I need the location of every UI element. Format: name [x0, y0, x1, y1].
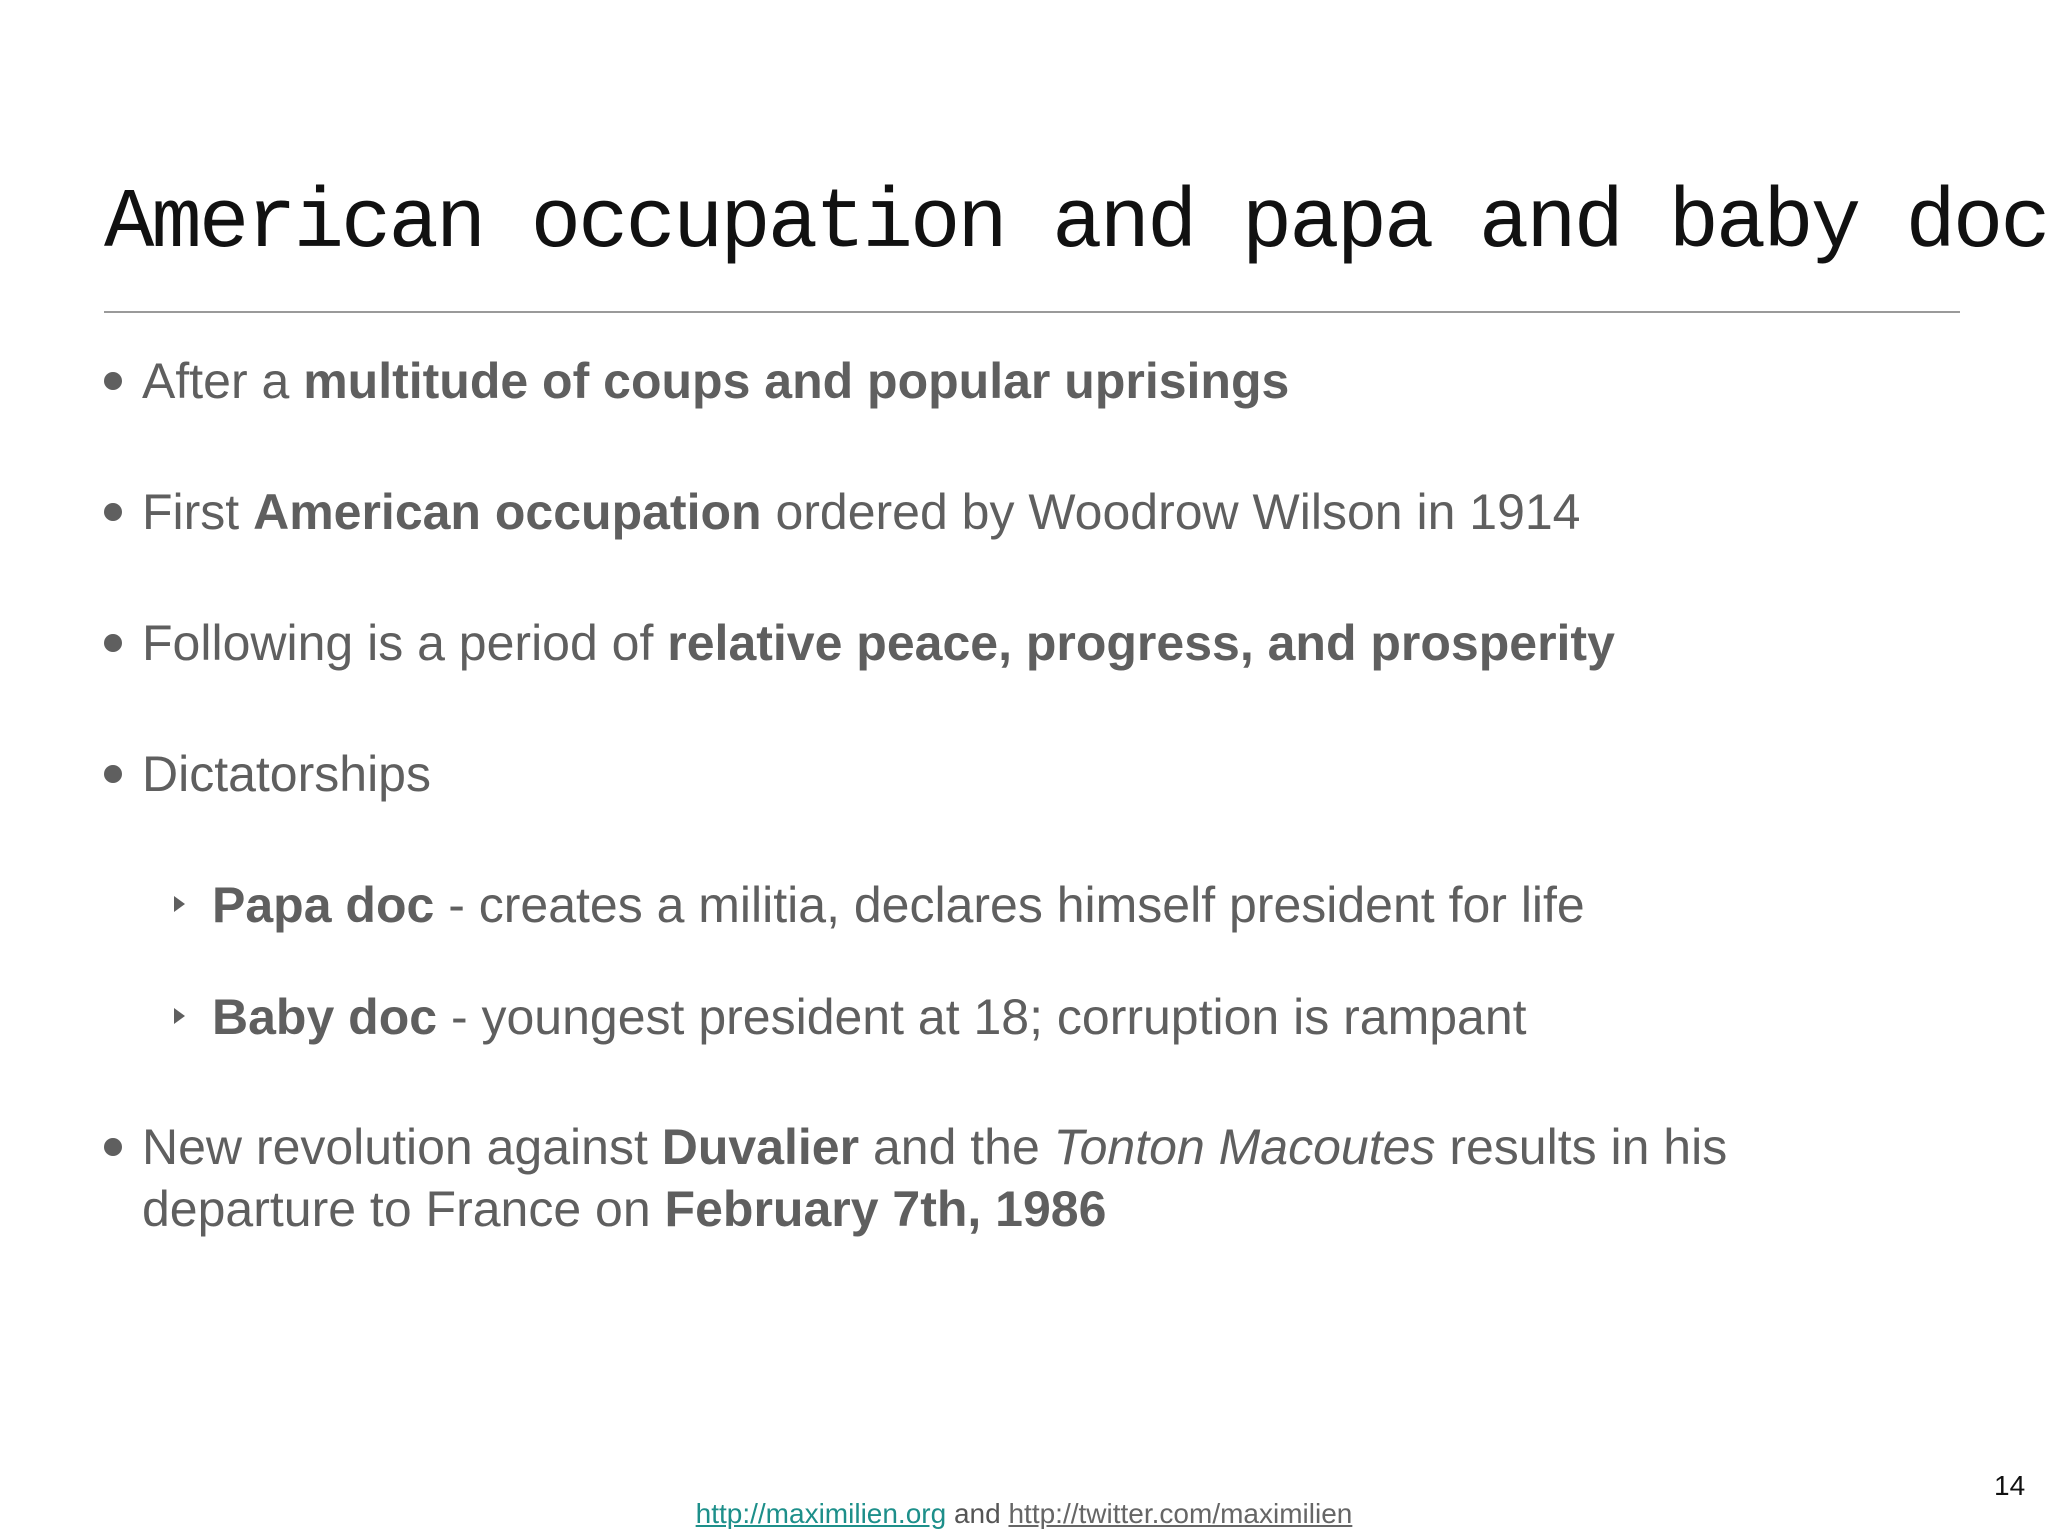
bullet-text [142, 350, 1922, 412]
bullet-dot-icon [104, 634, 122, 652]
footer-link-twitter[interactable]: http://twitter.com/maximilien [1008, 1498, 1353, 1529]
bullet-text-part: New revolution against [142, 1119, 662, 1175]
sub-bullet-text-part: - youngest president at 18; corruption is rampant [437, 989, 1527, 1045]
sub-bullet-text-bold: Baby doc [212, 989, 438, 1045]
sub-bullet-text [212, 986, 1912, 1048]
sub-bullet-text [212, 874, 1912, 936]
bullet-text-bold: American occupation [253, 484, 762, 540]
sub-bullet-text-bold: Papa doc [212, 877, 435, 933]
bullet-dot-icon [104, 372, 122, 390]
footer-link-website[interactable]: http://maximilien.org [695, 1498, 947, 1529]
bullet-item [104, 612, 1922, 674]
page-number: 14 [1994, 1470, 2026, 1501]
bullet-text-bold: February 7th, 1986 [664, 1181, 1107, 1237]
slide-title: American occupation and papa and baby doc [104, 177, 2048, 272]
sub-bullet-item [174, 874, 1912, 936]
bullet-dot-icon [104, 765, 122, 783]
triangle-bullet-icon [174, 896, 185, 912]
triangle-bullet-icon [174, 1008, 185, 1024]
bullet-text-bold: relative peace, progress, and prosperity [667, 615, 1615, 671]
bullet-text [142, 612, 1922, 674]
bullet-dot-icon [104, 503, 122, 521]
bullet-text-part: After a [142, 353, 304, 409]
bullet-text [142, 1116, 1922, 1240]
bullet-text-italic: Tonton Macoutes [1053, 1119, 1436, 1175]
bullet-text-part: ordered by Woodrow Wilson in 1914 [761, 484, 1581, 540]
title-divider [104, 311, 1960, 313]
bullet-text-part: Dictatorships [142, 746, 431, 802]
bullet-text-part: and the [859, 1119, 1054, 1175]
bullet-text-part: results in his departure to France on [142, 1119, 1728, 1237]
sub-bullet-text-part: - creates a militia, declares himself president for life [434, 877, 1585, 933]
footer-separator: and [946, 1498, 1009, 1529]
bullet-text-part: Following is a period of [142, 615, 668, 671]
bullet-text [142, 743, 1922, 805]
sub-bullet-item [174, 986, 1912, 1048]
bullet-text-part: First [142, 484, 254, 540]
footer [0, 1496, 2048, 1532]
bullet-text-bold: Duvalier [661, 1119, 860, 1175]
bullet-item [104, 350, 1922, 412]
bullet-item [104, 743, 1922, 805]
bullet-item [104, 481, 1922, 543]
bullet-dot-icon [104, 1138, 122, 1156]
bullet-item [104, 1116, 1922, 1240]
bullet-text [142, 481, 1922, 543]
bullet-text-bold: multitude of coups and popular uprisings [303, 353, 1290, 409]
